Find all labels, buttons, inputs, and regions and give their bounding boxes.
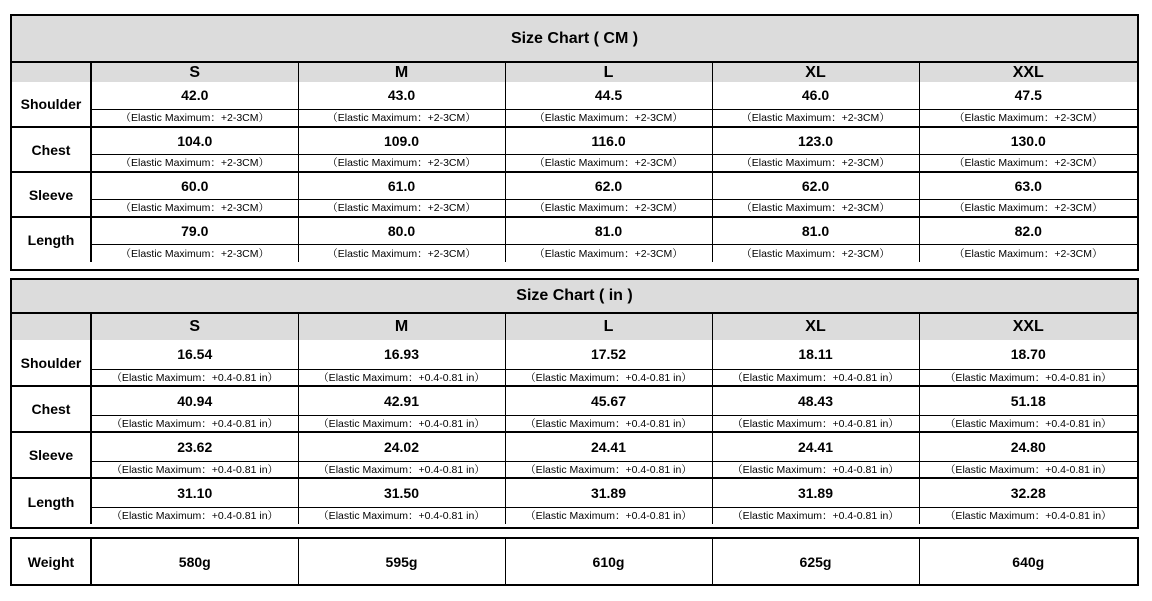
elastic-note: （Elastic Maximum：+0.4-0.81 in） (919, 369, 1137, 386)
size-header: L (505, 313, 712, 340)
elastic-note: （Elastic Maximum：+0.4-0.81 in） (712, 369, 919, 386)
size-chart-in (10, 278, 1139, 529)
elastic-note: （Elastic Maximum：+0.4-0.81 in） (919, 461, 1137, 478)
measurement-value: 79.0 (91, 217, 298, 244)
weight-value: 595g (298, 539, 505, 584)
measurement-value: 48.43 (712, 386, 919, 415)
size-table-cm-body (12, 82, 1137, 262)
measurement-label: Chest (12, 127, 91, 172)
size-chart-cm-title: Size Chart ( CM ) (12, 16, 1137, 62)
elastic-note: （Elastic Maximum：+0.4-0.81 in） (91, 415, 298, 432)
measurement-value: 18.70 (919, 340, 1137, 369)
elastic-note: （Elastic Maximum：+2-3CM） (505, 199, 712, 217)
measurement-value: 24.41 (712, 432, 919, 461)
elastic-note: （Elastic Maximum：+0.4-0.81 in） (712, 415, 919, 432)
elastic-note: （Elastic Maximum：+2-3CM） (298, 199, 505, 217)
elastic-note: （Elastic Maximum：+0.4-0.81 in） (919, 507, 1137, 524)
measurement-value: 63.0 (919, 172, 1137, 199)
elastic-note: （Elastic Maximum：+0.4-0.81 in） (91, 461, 298, 478)
elastic-note: （Elastic Maximum：+0.4-0.81 in） (298, 415, 505, 432)
size-header: S (91, 62, 298, 82)
size-header: XL (712, 62, 919, 82)
size-header: L (505, 62, 712, 82)
size-header: M (298, 62, 505, 82)
measurement-label: Length (27, 493, 75, 510)
measurement-value: 109.0 (298, 127, 505, 154)
elastic-note: （Elastic Maximum：+2-3CM） (712, 154, 919, 172)
measurement-value: 116.0 (505, 127, 712, 154)
measurement-value: 47.5 (919, 82, 1137, 109)
elastic-note: （Elastic Maximum：+2-3CM） (712, 244, 919, 262)
weight-value: 580g (91, 539, 298, 584)
measurement-label: Shoulder (12, 82, 91, 127)
measurement-value: 31.89 (712, 478, 919, 507)
size-table-in (12, 280, 1137, 524)
elastic-note: （Elastic Maximum：+2-3CM） (298, 244, 505, 262)
measurement-value: 46.0 (712, 82, 919, 109)
elastic-note: （Elastic Maximum：+2-3CM） (91, 244, 298, 262)
elastic-note: （Elastic Maximum：+0.4-0.81 in） (505, 507, 712, 524)
size-header: S (91, 313, 298, 340)
size-header: XXL (919, 62, 1137, 82)
size-chart-in-title: Size Chart ( in ) (12, 280, 1137, 313)
size-table-in-body (12, 340, 1137, 524)
elastic-note: （Elastic Maximum：+0.4-0.81 in） (505, 415, 712, 432)
elastic-note: （Elastic Maximum：+2-3CM） (712, 199, 919, 217)
elastic-note: （Elastic Maximum：+0.4-0.81 in） (712, 461, 919, 478)
weight-label: Weight (27, 553, 75, 570)
weight-value: 625g (712, 539, 919, 584)
measurement-value: 42.0 (91, 82, 298, 109)
weight-value: 610g (505, 539, 712, 584)
measurement-value: 123.0 (712, 127, 919, 154)
measurement-value: 43.0 (298, 82, 505, 109)
measurement-value: 51.18 (919, 386, 1137, 415)
elastic-note: （Elastic Maximum：+0.4-0.81 in） (505, 369, 712, 386)
elastic-note: （Elastic Maximum：+2-3CM） (298, 109, 505, 127)
elastic-note: （Elastic Maximum：+0.4-0.81 in） (919, 415, 1137, 432)
measurement-label: Length (27, 232, 75, 248)
measurement-value: 32.28 (919, 478, 1137, 507)
elastic-note: （Elastic Maximum：+2-3CM） (505, 244, 712, 262)
elastic-note: （Elastic Maximum：+0.4-0.81 in） (712, 507, 919, 524)
header-blank (12, 62, 91, 82)
measurement-value: 16.54 (91, 340, 298, 369)
elastic-note: （Elastic Maximum：+0.4-0.81 in） (298, 461, 505, 478)
weight-value: 640g (919, 539, 1137, 584)
weight-table (10, 537, 1139, 586)
measurement-value: 24.80 (919, 432, 1137, 461)
measurement-value: 81.0 (712, 217, 919, 244)
size-table-cm (12, 16, 1137, 262)
elastic-note: （Elastic Maximum：+2-3CM） (91, 199, 298, 217)
size-header: XXL (919, 313, 1137, 340)
header-blank (12, 313, 91, 340)
elastic-note: （Elastic Maximum：+2-3CM） (919, 154, 1137, 172)
measurement-label: Shoulder (12, 340, 91, 386)
measurement-value: 82.0 (919, 217, 1137, 244)
measurement-value: 24.41 (505, 432, 712, 461)
elastic-note: （Elastic Maximum：+2-3CM） (505, 154, 712, 172)
measurement-value: 16.93 (298, 340, 505, 369)
measurement-value: 61.0 (298, 172, 505, 199)
measurement-label: Sleeve (12, 172, 91, 217)
measurement-value: 31.89 (505, 478, 712, 507)
size-chart-cm (10, 14, 1139, 271)
measurement-label: Sleeve (12, 432, 91, 478)
size-header: M (298, 313, 505, 340)
measurement-value: 18.11 (712, 340, 919, 369)
measurement-value: 60.0 (91, 172, 298, 199)
elastic-note: （Elastic Maximum：+0.4-0.81 in） (91, 507, 298, 524)
measurement-value: 104.0 (91, 127, 298, 154)
elastic-note: （Elastic Maximum：+2-3CM） (505, 109, 712, 127)
elastic-note: （Elastic Maximum：+2-3CM） (91, 109, 298, 127)
measurement-value: 40.94 (91, 386, 298, 415)
measurement-label: Chest (12, 386, 91, 432)
measurement-value: 31.10 (91, 478, 298, 507)
elastic-note: （Elastic Maximum：+2-3CM） (91, 154, 298, 172)
measurement-value: 17.52 (505, 340, 712, 369)
elastic-note: （Elastic Maximum：+2-3CM） (298, 154, 505, 172)
measurement-value: 31.50 (298, 478, 505, 507)
elastic-note: （Elastic Maximum：+0.4-0.81 in） (505, 461, 712, 478)
measurement-value: 44.5 (505, 82, 712, 109)
elastic-note: （Elastic Maximum：+2-3CM） (919, 199, 1137, 217)
measurement-value: 62.0 (712, 172, 919, 199)
measurement-value: 81.0 (505, 217, 712, 244)
elastic-note: （Elastic Maximum：+0.4-0.81 in） (91, 369, 298, 386)
measurement-value: 80.0 (298, 217, 505, 244)
elastic-note: （Elastic Maximum：+2-3CM） (919, 109, 1137, 127)
measurement-value: 42.91 (298, 386, 505, 415)
measurement-value: 62.0 (505, 172, 712, 199)
elastic-note: （Elastic Maximum：+2-3CM） (712, 109, 919, 127)
measurement-value: 23.62 (91, 432, 298, 461)
size-header: XL (712, 313, 919, 340)
elastic-note: （Elastic Maximum：+2-3CM） (919, 244, 1137, 262)
elastic-note: （Elastic Maximum：+0.4-0.81 in） (298, 507, 505, 524)
measurement-value: 24.02 (298, 432, 505, 461)
measurement-value: 45.67 (505, 386, 712, 415)
elastic-note: （Elastic Maximum：+0.4-0.81 in） (298, 369, 505, 386)
measurement-value: 130.0 (919, 127, 1137, 154)
